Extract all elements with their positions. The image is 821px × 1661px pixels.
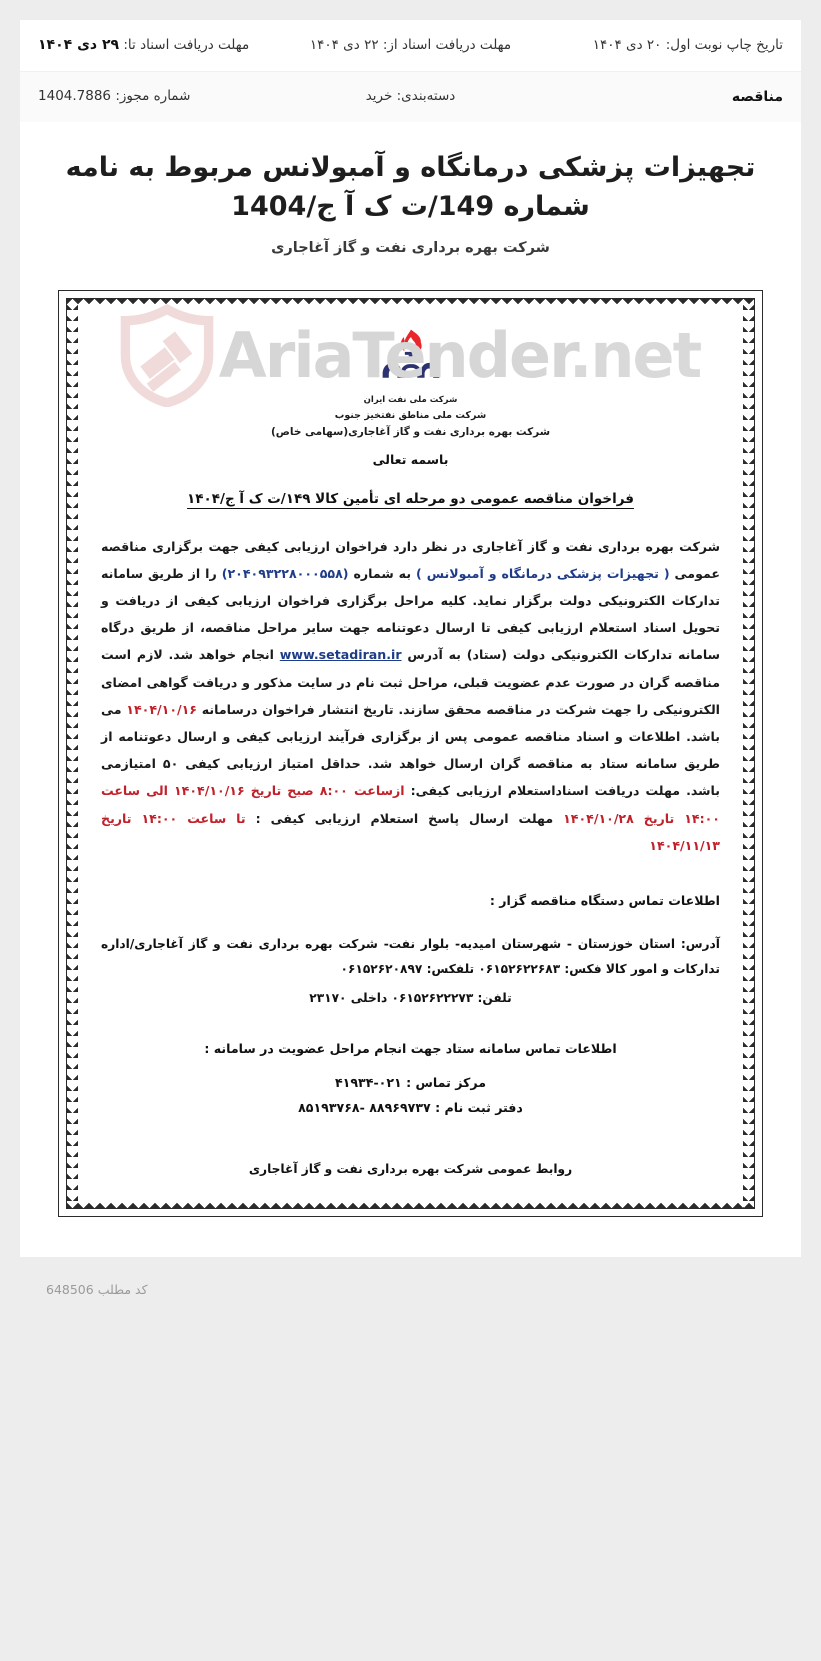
meta-row-classification: [20, 72, 801, 122]
body-text-d: انجام خواهد شد. لازم است مناقصه گران در صورت عدم عضویت قبلی، مراحل ثبت نام در سایت مذکور و دریافت گواهی امضای الکترونیکی را جهت شرکت در مناقصه محقق سازند. تاریخ انتشار فراخوان درسامانه: [101, 647, 720, 717]
setadiran-link[interactable]: www.setadiran.ir: [279, 647, 402, 663]
body-text-e: می باشد. اطلاعات و اسناد مناقصه عمومی پس از برگزاری فرآیند ارزیابی کیفی و ارسال دعوتنامه از طریق سامانه ستاد به مناقصه گران ارسال خواهد شد. حداقل امتیاز ارزیابی کیفی: [101, 701, 720, 772]
watermark-text-suffix: .net: [568, 318, 701, 392]
scanned-document: [58, 290, 763, 1217]
announcement-headline: فراخوان مناقصه عمومی دو مرحله ای تأمین کالا ۱۴۹/ت ک آ ج/۱۴۰۴: [187, 490, 634, 507]
meta-row-dates: [20, 20, 801, 72]
contact-section-label: اطلاعات تماس دستگاه مناقصه گزار :: [489, 892, 720, 908]
body-text-b: به شماره: [353, 565, 412, 581]
meta-docs-until-label: مهلت دریافت اسناد تا:: [123, 37, 250, 53]
body-subject-highlight: ( تجهیزات پزشکی درمانگاه و آمبولانس ): [416, 565, 670, 581]
tender-title-card: [20, 122, 801, 266]
meta-tender-type: مناقصه: [731, 88, 783, 105]
meta-docs-until: [38, 34, 286, 57]
organizer-phone: تلفن: ۰۶۱۵۲۶۲۲۲۷۳ داخلی ۲۳۱۷۰: [309, 990, 512, 1005]
basmala: باسمه تعالی: [372, 451, 449, 467]
public-relations-signoff: روابط عمومی شرکت بهره برداری نفت و گاز آغاجاری: [248, 1162, 573, 1177]
letterhead-line-nisoc: شرکت ملی مناطق نفتخیز جنوب: [334, 409, 487, 421]
body-min-score: ۵۰: [162, 756, 179, 772]
body-text-g: مهلت ارسال پاسخ استعلام ارزیابی کیفی :: [255, 810, 554, 826]
content-code: کد مطلب 648506: [46, 1282, 148, 1298]
body-text-a: شرکت بهره برداری نفت و گاز آغاجاری در نظر دارد فراخوان ارزیابی کیفی جهت برگزاری مناقصه عمومی: [101, 538, 721, 581]
body-publish-date: ۱۴۰۴/۱۰/۱۶: [126, 701, 197, 717]
organizer-address: آدرس: استان خوزستان - شهرستان امیدیه- بلوار نفت- شرکت بهره برداری نفت و گاز آغاجاری/اداره تدارکات و امور کالا فکس: ۰۶۱۵۲۶۲۲۶۸۳ تلفکس: ۰۶۱۵۲۶۲۰۸۹۷: [101, 936, 720, 976]
meta-docs-from: مهلت دریافت اسناد از: ۲۲ دی ۱۴۰۴: [309, 36, 512, 53]
letterhead: [101, 327, 720, 466]
announcement-body: [101, 533, 720, 859]
scanned-document-inner-border: [66, 298, 755, 1209]
body-submit-deadline: تا ساعت ۱۴:۰۰ تاریخ ۱۴۰۴/۱۱/۱۳: [101, 810, 720, 853]
setad-call-center: مرکز تماس : ۰۲۱-۴۱۹۳۴: [335, 1074, 486, 1090]
nioc-flame-icon: [374, 327, 448, 389]
meta-docs-until-value: ۲۹ دی ۱۴۰۴: [38, 37, 120, 53]
meta-permit-number: شماره مجوز: 1404.7886: [38, 87, 191, 104]
setad-contact-heading: اطلاعات تماس سامانه ستاد جهت انجام مراحل عضویت در سامانه :: [204, 1040, 617, 1056]
body-text-c: را از طریق سامانه تدارکات الکترونیکی دولت برگزار نماید. کلیه مراحل برگزاری فراخوان ارزیابی کیفی از دریافت و تحویل اسناد استعلام ارزیابی کیفی تا ارسال دعوتنامه جهت سایر مراحل مناقصه، از طریق درگاه سامانه تدارکات الکترونیکی دولت (ستاد) به آدرس: [101, 565, 721, 663]
letterhead-line-nioc: شرکت ملی نفت ایران: [363, 395, 458, 406]
document-body: [67, 299, 754, 1208]
page-subtitle: شرکت بهره برداری نفت و گاز آغاجاری: [271, 240, 550, 257]
page-footer: [20, 1257, 801, 1324]
tender-meta-card: [20, 20, 801, 122]
body-receive-window: ازساعت ۸:۰۰ صبح تاریخ ۱۴۰۴/۱۰/۱۶ الی ساعت ۱۴:۰۰ تاریخ ۱۴۰۴/۱۰/۲۸: [101, 783, 720, 826]
body-text-f: امتیازمی باشد. مهلت دریافت اسناداستعلام ارزیابی کیفی:: [101, 756, 721, 799]
meta-category: دسته‌بندی: خرید: [365, 87, 456, 104]
meta-print-date: تاریخ چاپ نوبت اول: ۲۰ دی ۱۴۰۴: [592, 36, 783, 53]
scanned-document-wrapper: [20, 266, 801, 1257]
setad-registration-office: دفتر ثبت نام : ۸۸۹۶۹۷۳۷ -۸۵۱۹۳۷۶۸: [298, 1100, 523, 1116]
page-title: تجهیزات پزشکی درمانگاه و آمبولانس مربوط به نامه شماره 149/ت ک آ ج/1404: [65, 151, 756, 223]
body-tender-number: (۲۰۴۰۹۳۲۲۸۰۰۰۵۵۸): [221, 565, 349, 581]
letterhead-line-aghajari: شرکت بهره برداری نفت و گاز آغاجاری(سهامی خاص): [270, 425, 551, 438]
watermark-text-main: AriaTender: [218, 318, 569, 392]
